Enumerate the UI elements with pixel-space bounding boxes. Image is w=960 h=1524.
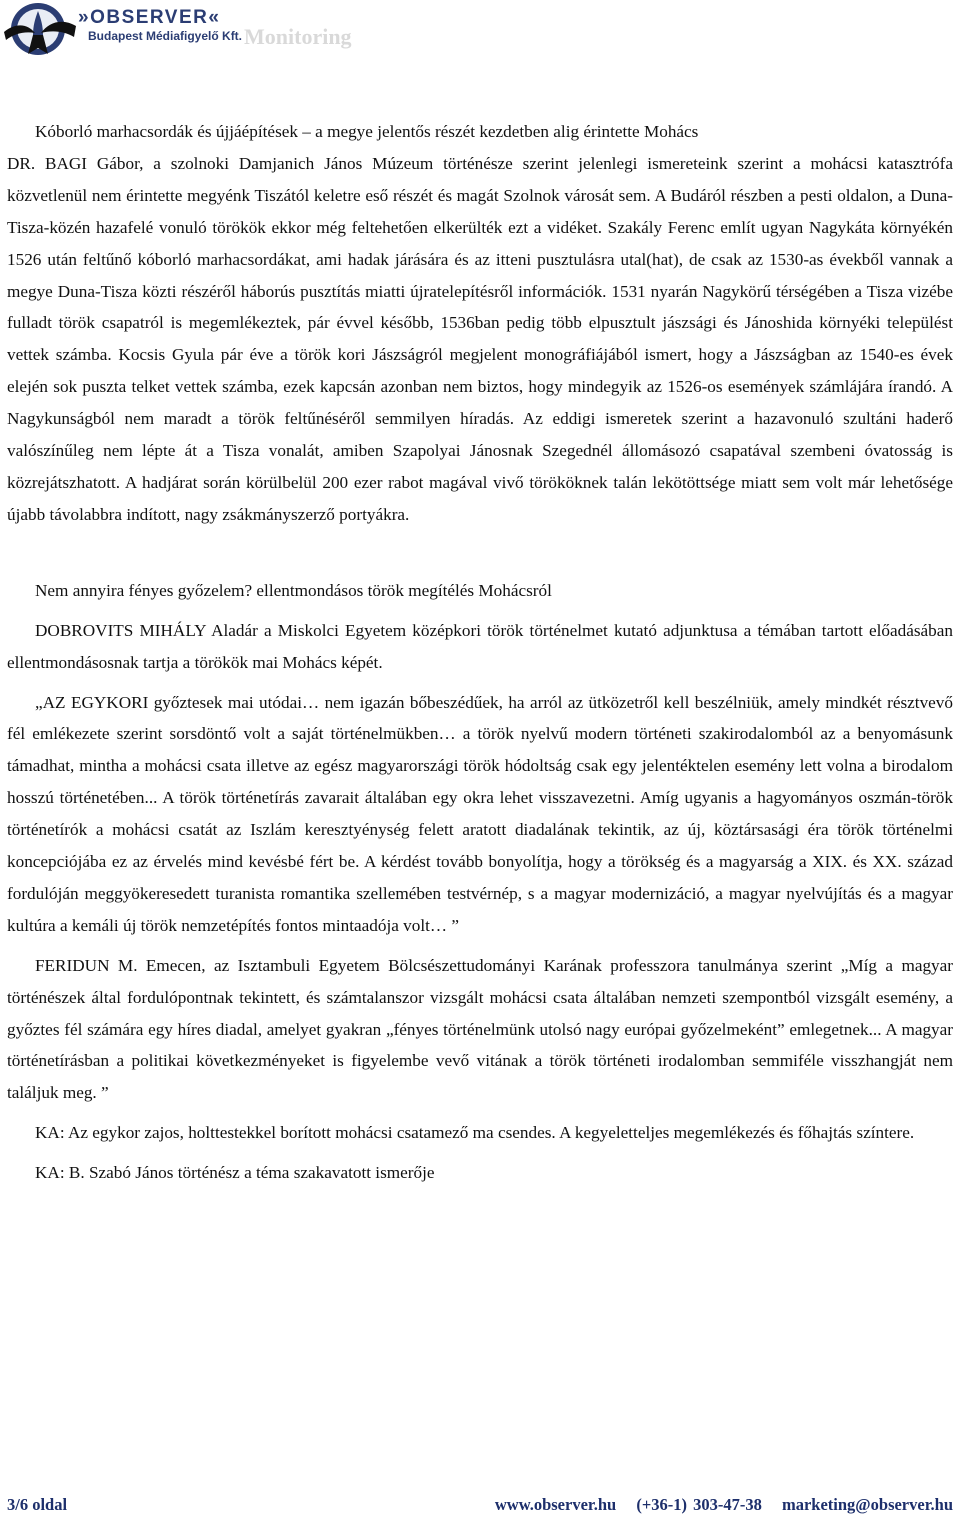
- document-body: [7, 116, 953, 1189]
- page-header: [0, 0, 960, 60]
- article-2-paragraph: DOBROVITS MIHÁLY Aladár a Miskolci Egyetem középkori török történelmet kutató adjunktusa a témában tartott előadásában ellentmondásosnak tartja a törökök mai Mohács képét.: [7, 620, 953, 672]
- article-2-paragraph: „AZ EGYKORI győztesek mai utódai… nem igazán bőbeszédűek, ha arról az ütközetről kell beszélniük, amely mindkét résztvevő fél emlékezete szerint sorsdöntő volt a saját történelmükben… a török nyelvű modern történeti szakirodalomból az a benyomásunk támadhat, mintha a mohácsi csata illetve az egész magyarországi török hódoltság csak egy jelentéktelen esemény lett volna a birodalom hosszú történetében... A török történetírás zavarait általában egy okra lehet visszavezetni. Amíg ugyanis a hagyományos oszmán-török történetírók a mohácsi csatát az Iszlám keresztyénység felett aratott diadalának tekintik, az új, köztársasági éra török történelmi koncepciójába ez az érvelés mind kevésbé fért be. A kérdést tovább bonyolítja, hogy a törökség és a magyarság a XIX. és XX. század fordulóján meggyökeresedett turanista romantika szellemében testvérnép, s a magyar modernizáció, a magyar nyelvújítás és a magyar kultúra a kemáli új török nemzetépítés fontos mintaadója volt… ”: [7, 692, 953, 935]
- observer-eagle-logo-icon: [0, 2, 82, 58]
- article-2-paragraph: FERIDUN M. Emecen, az Isztambuli Egyetem Bölcsészettudományi Karának professzora tanulmánya szerint „Míg a magyar történészek által fordulópontnak tekintett, és számtalanszor vizsgált mohácsi csata általában nemzeti szempontból vizsgált esemény, a győztes fél számára egy híres diadal, amelyet gyakran „fényes történelmünk utolsó nagy európai győzelmeként” emlegetnek... A magyar történetírásban a politikai következményeket is figyelembe vevő vitának a török történeti irodalomban semmiféle visszhangját nem találjuk meg. ”: [7, 955, 953, 1103]
- section-watermark: Monitoring: [244, 24, 352, 49]
- article-1-title: Kóborló marhacsordák és újjáépítések – a megye jelentős részét kezdetben alig érintette Mohács: [35, 122, 699, 141]
- brand-subtitle: Budapest Médiafigyelő Kft.: [88, 29, 243, 43]
- phone-number: (+36-1) 303-47-38: [636, 1495, 762, 1514]
- photo-caption: KA: Az egykor zajos, holttestekkel borított mohácsi csatamező ma csendes. A kegyeletteljes megemlékezés és főhajtás színtere.: [35, 1123, 915, 1143]
- page-number: 3/6 oldal: [7, 1495, 68, 1514]
- brand-name: »OBSERVER«: [78, 7, 221, 28]
- email-link[interactable]: marketing@observer.hu: [781, 1495, 953, 1514]
- article-2-title: Nem annyira fényes győzelem? ellentmondásos török megítélés Mohácsról: [35, 580, 552, 600]
- article-1-body: DR. BAGI Gábor, a szolnoki Damjanich János Múzeum történésze szerint jelenlegi ismereteink szerint a mohácsi katasztrófa közvetlenül nem érintette megyénk Tiszától keletre eső részét és magát Szolnok városát sem. A Budáról részben a pesti oldalon, a Duna-Tisza-közén hazafelé vonuló törökök ekkor még feltehetően elkerülték ezt a vidéket. Szakály Ferenc említ ugyan Nagykáta környékén 1526 után feltűnő kóborló marhacsordákat, ami hadak járására és az itteni pusztulásra utal(hat), de csak az 1530-as évekből vannak a megye Duna-Tisza közti részéről háborús pusztítás miatti újratelepítésről információk. 1531 nyarán Nagykörű térségében a Tisza vizébe fulladt török csapatról is megemlékeztek, pár évvel később, 1536ban pedig több elpusztult jászsági és Jánoshida környéki települést vettek számba. Kocsis Gyula pár éve a török kori Jászságról megjelent monográfiájából ismert, hogy a Jászságban az 1540-es évek elején sok puszta telket vettek számba, ezek kapcsán azonban nem biztos, hogy mindegyik az 1526-os események számlájára írandó. A Nagykunságból nem maradt a török feltűnéséről semmilyen híradás. Az eddigi ismeretek szerint a hazavonuló szultáni haderő valószínűleg nem lépte át a Tisza vonalát, amiben Szapolyai Jánosnak Szegednél állomásozó csapatával szembeni óvatosság is közrejátszhatott. A hadjárat során körülbelül 200 ezer rabot magával vivő törököknek talán lekötöttsége miatt sem volt már lehetősége újabb távolabbra indított, nagy zsákmányszerző portyákra.: [7, 153, 953, 524]
- page-footer: [7, 1495, 953, 1519]
- website-link[interactable]: www.observer.hu: [494, 1495, 617, 1514]
- photo-caption: KA: B. Szabó János történész a téma szakavatott ismerője: [35, 1163, 435, 1183]
- footer-contact: [481, 1495, 953, 1515]
